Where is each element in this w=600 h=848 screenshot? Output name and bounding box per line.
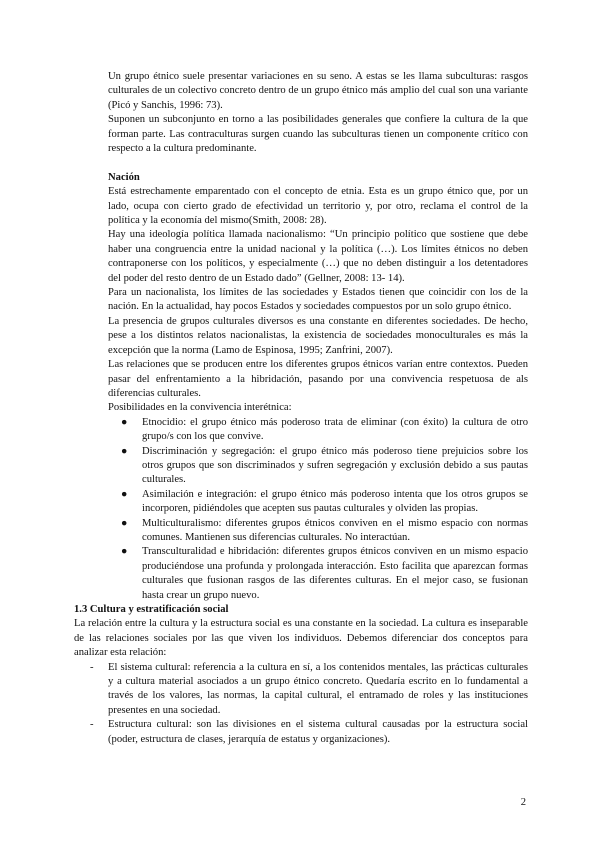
paragraph-etnia: Está estrechamente emparentado con el concepto de etnia. Esta es un grupo étnico que, por un lado, ocupa con cierto grado de efectividad un territorio y, por otro, reclama el control de la política y la economía del mismo(Smith, 2008: 28).	[108, 186, 528, 227]
paragraph-subculturas: Un grupo étnico suele presentar variaciones en su seno. A estas se les llama subculturas: rasgos culturales de un colectivo concreto dentro de un grupo étnico más amplio del cual son una variante (Picó y Sanchis, 1996: 73).	[108, 71, 528, 111]
paragraph-relaciones: Las relaciones que se producen entre los diferentes grupos étnicos varían entre contextos. Pueden pasar del enfrentamiento a la hibridación, pasando por una convivencia respetuosa de als diferencias culturales.	[108, 359, 528, 399]
list-item: ● Asimilación e integración: el grupo étnico más poderoso intenta que los otros grupos se incorporen, pidiéndoles que acepten sus pautas culturales y olviden las propias.	[121, 488, 528, 515]
document-body	[74, 70, 528, 747]
list-item: ● Transculturalidad e hibridación: diferentes grupos étnicos conviven en un mismo espacio produciéndose una profunda y prolongada interacción. Esto facilita que aparezcan formas culturales que fusionan rasgos de las diferentes culturas. En el mejor caso, se fusionan hasta crear un grupo nuevo.	[121, 546, 528, 601]
list-item: - Estructura cultural: son las divisiones en el sistema cultural causadas por la estructura social (poder, estructura de clases, jerarquía de estatus y organizaciones).	[90, 719, 528, 745]
list-item: ● Discriminación y segregación: el grupo étnico más poderoso tiene prejuicios sobre los otros grupos que son discriminados y sufren segregación y exclusión debido a sus pautas culturales.	[121, 445, 528, 486]
paragraph-diversidad: La presencia de grupos culturales diversos es una constante en diferentes sociedades. De hecho, pese a los distintos relatos nacionalistas, la existencia de sociedades monoculturales es más la excepción que la norma (Lamo de Espinosa, 1995; Zanfrini, 2007).	[108, 315, 528, 356]
heading-section-1-3: 1.3 Cultura y estratificación social	[74, 604, 229, 616]
conceptos-list	[74, 661, 528, 747]
list-item: ● Multiculturalismo: diferentes grupos étnicos conviven en el mismo espacio con normas comunes. Mantienen sus diferencias culturales. No interactúan.	[121, 517, 528, 543]
paragraph-contraculturas: Suponen un subconjunto en torno a las posibilidades generales que confiere la cultura de la que forman parte. Las contraculturas surgen cuando las subculturas tienen un componente crítico con respecto a la cultura predominante.	[108, 114, 528, 155]
list-item: - El sistema cultural: referencia a la cultura en sí, a los contenidos mentales, las prácticas culturales y a cultura material asociados a un grupo étnico concreto. Quedaría escrito en lo fundamental a través de los valores, las normas, la capital cultural, el entramado de roles y las instituciones presentes en una sociedad.	[90, 661, 528, 716]
paragraph-limites: Para un nacionalista, los límites de las sociedades y Estados tienen que coincidir con los de la nación. En la actualidad, hay pocos Estados y sociedades compuestos por un solo grupo étnico.	[108, 287, 528, 313]
section-cultura-estratificacion	[74, 603, 528, 747]
paragraph-posibilidades: Posibilidades en la convivencia interétnica:	[108, 402, 292, 414]
bullet-icon: ●	[121, 488, 128, 500]
dash-icon: -	[90, 719, 94, 731]
bullet-icon: ●	[121, 517, 128, 529]
list-item: ● Etnocidio: el grupo étnico más poderoso trata de eliminar (con éxito) la cultura de otro grupo/s con los que convive.	[121, 416, 528, 443]
dash-icon: -	[90, 661, 94, 673]
page-number: 2	[520, 797, 526, 808]
paragraph-nacionalismo: Hay una ideología política llamada nacionalismo: “Un principio político que sostiene que debe haber una congruencia entre la unidad nacional y la política (…). Los límites étnicos no deben contraponerse con los políticos, y especialmente (…) que no deben distinguir a los detentadores del poder del resto dentro de un Estado dado” (Gellner, 2008: 13- 14).	[108, 229, 528, 284]
heading-nacion: Nación	[108, 171, 140, 183]
spacer	[108, 156, 528, 170]
bullet-icon: ●	[121, 546, 128, 558]
convivencia-list	[108, 416, 528, 603]
paragraph-relacion-cultura: La relación entre la cultura y la estructura social es una constante en la sociedad. La cultura es inseparable de las relaciones sociales por las que viven los individuos. Debemos diferenciar dos conceptos para analizar esta relación:	[74, 618, 528, 659]
bullet-icon: ●	[121, 416, 128, 428]
bullet-icon: ●	[121, 445, 128, 457]
